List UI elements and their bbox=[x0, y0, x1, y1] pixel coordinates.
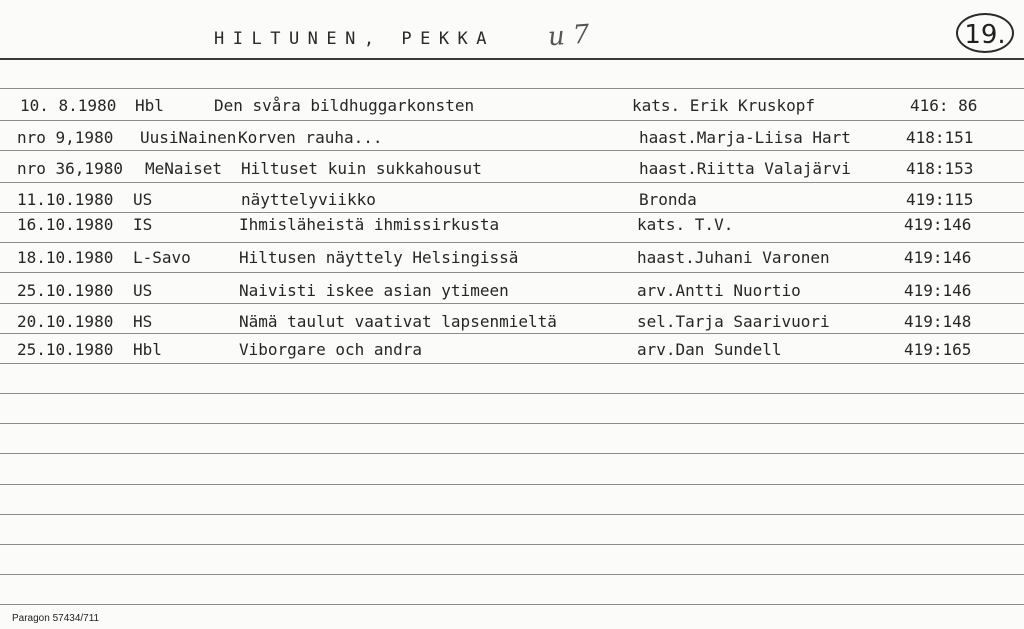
ruled-line bbox=[0, 120, 1024, 121]
printer-mark: Paragon 57434/711 bbox=[12, 613, 100, 624]
ruled-line bbox=[0, 574, 1024, 575]
ruled-line bbox=[0, 182, 1024, 183]
entry-date: 11.10.1980 bbox=[17, 190, 114, 209]
entry-date: nro 36,1980 bbox=[17, 159, 123, 178]
entry-row bbox=[0, 190, 1024, 212]
entry-ref: 419:146 bbox=[904, 248, 972, 267]
entry-row bbox=[0, 159, 1024, 181]
entry-row bbox=[0, 215, 1024, 237]
entry-date: 18.10.1980 bbox=[17, 248, 114, 267]
ruled-line bbox=[0, 303, 1024, 304]
entry-date: 25.10.1980 bbox=[17, 281, 114, 300]
entry-title: Korven rauha... bbox=[238, 128, 383, 147]
entry-row bbox=[0, 248, 1024, 270]
entry-title: Nämä taulut vaativat lapsenmieltä bbox=[239, 312, 557, 331]
entry-row bbox=[0, 281, 1024, 303]
ruled-line bbox=[0, 88, 1024, 89]
entry-source: L-Savo bbox=[133, 248, 191, 267]
entry-title: Den svåra bildhuggarkonsten bbox=[214, 96, 475, 115]
entry-author: sel.Tarja Saarivuori bbox=[637, 312, 830, 331]
entry-title: Ihmisläheistä ihmissirkusta bbox=[239, 215, 500, 234]
entry-date: nro 9,1980 bbox=[17, 128, 114, 147]
ruled-line bbox=[0, 272, 1024, 273]
entry-author: arv.Antti Nuortio bbox=[637, 281, 801, 300]
ruled-line bbox=[0, 604, 1024, 605]
header-rule bbox=[0, 58, 1024, 60]
entry-author: kats. T.V. bbox=[637, 215, 734, 234]
entry-date: 10. 8.1980 bbox=[20, 96, 117, 115]
entry-ref: 419:165 bbox=[904, 340, 972, 359]
entry-ref: 418:153 bbox=[906, 159, 974, 178]
entry-date: 25.10.1980 bbox=[17, 340, 114, 359]
entry-source: US bbox=[133, 190, 153, 209]
entry-author: haast.Marja-Liisa Hart bbox=[639, 128, 851, 147]
entry-source: HS bbox=[133, 312, 153, 331]
entry-ref: 419:146 bbox=[904, 281, 972, 300]
entry-row bbox=[0, 312, 1024, 334]
entry-row bbox=[0, 340, 1024, 362]
ruled-line bbox=[0, 363, 1024, 364]
entry-title: näyttelyviikko bbox=[241, 190, 376, 209]
ruled-line bbox=[0, 453, 1024, 454]
ruled-line bbox=[0, 242, 1024, 243]
ruled-line bbox=[0, 514, 1024, 515]
entry-ref: 419:148 bbox=[904, 312, 972, 331]
entry-source: UusiNainen bbox=[140, 128, 237, 147]
entry-title: Hiltuset kuin sukkahousut bbox=[241, 159, 482, 178]
entry-author: Bronda bbox=[639, 190, 697, 209]
entry-author: haast.Juhani Varonen bbox=[637, 248, 830, 267]
entry-source: Hbl bbox=[133, 340, 162, 359]
entry-title: Naivisti iskee asian ytimeen bbox=[239, 281, 509, 300]
entry-title: Viborgare och andra bbox=[239, 340, 423, 359]
entry-row bbox=[0, 96, 1024, 118]
entry-author: arv.Dan Sundell bbox=[637, 340, 782, 359]
entry-author: kats. Erik Kruskopf bbox=[632, 96, 816, 115]
entry-ref: 419:115 bbox=[906, 190, 974, 209]
entry-author: haast.Riitta Valajärvi bbox=[639, 159, 851, 178]
entry-source: MeNaiset bbox=[145, 159, 223, 178]
handwritten-mark: u 7 bbox=[547, 19, 591, 53]
card-number-badge: 19. bbox=[956, 13, 1014, 53]
entry-row bbox=[0, 128, 1024, 150]
entry-source: Hbl bbox=[135, 96, 164, 115]
ruled-line bbox=[0, 484, 1024, 485]
card-heading-name: HILTUNEN, PEKKA bbox=[214, 29, 496, 49]
entry-ref: 419:146 bbox=[904, 215, 972, 234]
ruled-line bbox=[0, 393, 1024, 394]
ruled-line bbox=[0, 423, 1024, 424]
entry-title: Hiltusen näyttely Helsingissä bbox=[239, 248, 519, 267]
entry-ref: 416: 86 bbox=[910, 96, 978, 115]
entry-source: US bbox=[133, 281, 153, 300]
entry-date: 16.10.1980 bbox=[17, 215, 114, 234]
ruled-line bbox=[0, 212, 1024, 213]
ruled-line bbox=[0, 544, 1024, 545]
ruled-line bbox=[0, 150, 1024, 151]
entry-source: IS bbox=[133, 215, 153, 234]
entry-date: 20.10.1980 bbox=[17, 312, 114, 331]
entry-ref: 418:151 bbox=[906, 128, 974, 147]
